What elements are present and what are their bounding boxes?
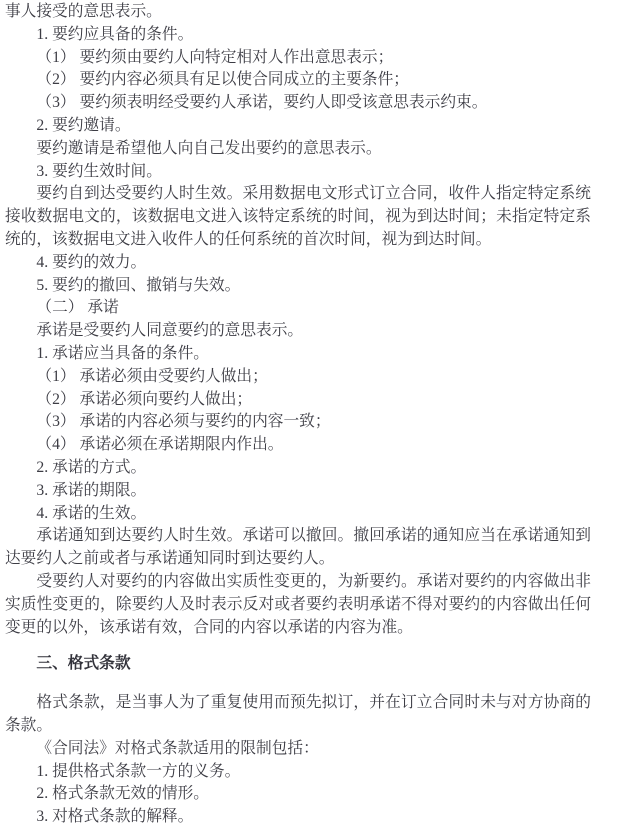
- paragraph: （2） 承诺必须向要约人做出；: [36, 390, 253, 408]
- paragraph: 格式条款，是当事人为了重复使用而预先拟订，并在订立合同时未与对方协商的条款。: [5, 694, 591, 734]
- paragraph: 3. 对格式条款的解释。: [36, 808, 194, 824]
- paragraph: 3. 承诺的期限。: [36, 481, 147, 499]
- paragraph: （2） 要约内容必须具有足以使合同成立的主要条件；: [36, 71, 409, 89]
- paragraph: 3. 要约生效时间。: [36, 162, 162, 180]
- paragraph: 受要约人对要约的内容做出实质性变更的，为新要约。承诺对要约的内容做出非实质性变更的，除要约人及时表示反对或者要约表明承诺不得对要约的内容做出任何变更的以外，该承诺有效，合同的内容以承诺的内容为准。: [5, 572, 591, 636]
- paragraph: 要约邀请是希望他人向自己发出要约的意思表示。: [36, 139, 382, 157]
- paragraph: 《合同法》对格式条款适用的限制包括：: [36, 739, 319, 757]
- paragraph: 承诺是受要约人同意要约的意思表示。: [36, 322, 304, 340]
- paragraph: 2. 要约邀请。: [36, 116, 131, 134]
- paragraph: 承诺通知到达要约人时生效。承诺可以撤回。撤回承诺的通知应当在承诺通知到达要约人之前或者与承诺通知同时到达要约人。: [5, 527, 591, 568]
- paragraph: 2. 格式条款无效的情形。: [36, 785, 209, 803]
- paragraph: 5. 要约的撤回、撤销与失效。: [36, 276, 241, 294]
- paragraph: 要约自到达受要约人时生效。采用数据电文形式订立合同，收件人指定特定系统接收数据电文的，该数据电文进入该特定系统的时间，视为到达时间；未指定特定系统的，该数据电文进入收件人的任何系统的首次时间，视为到达时间。: [5, 185, 591, 248]
- paragraph: 事人接受的意思表示。: [5, 3, 162, 20]
- paragraph: （1） 承诺必须由受要约人做出；: [36, 367, 268, 385]
- paragraph: 4. 要约的效力。: [36, 253, 147, 271]
- paragraph: （3） 承诺的内容必须与要约的内容一致；: [36, 413, 331, 431]
- paragraph: （3） 要约须表明经受要约人承诺，要约人即受该意思表示约束。: [36, 94, 488, 112]
- paragraph: （4） 承诺必须在承诺期限内作出。: [36, 436, 284, 454]
- paragraph: （二） 承诺: [36, 299, 119, 317]
- paragraph: 1. 承诺应当具备的条件。: [36, 344, 209, 362]
- section-heading: 三、格式条款: [36, 655, 131, 673]
- paragraph: 2. 承诺的方式。: [36, 458, 147, 476]
- paragraph: 1. 要约应具备的条件。: [36, 25, 194, 43]
- paragraph: 4. 承诺的生效。: [36, 504, 147, 522]
- paragraph: 1. 提供格式条款一方的义务。: [36, 762, 241, 780]
- paragraph: （1） 要约须由要约人向特定相对人作出意思表示；: [36, 48, 394, 66]
